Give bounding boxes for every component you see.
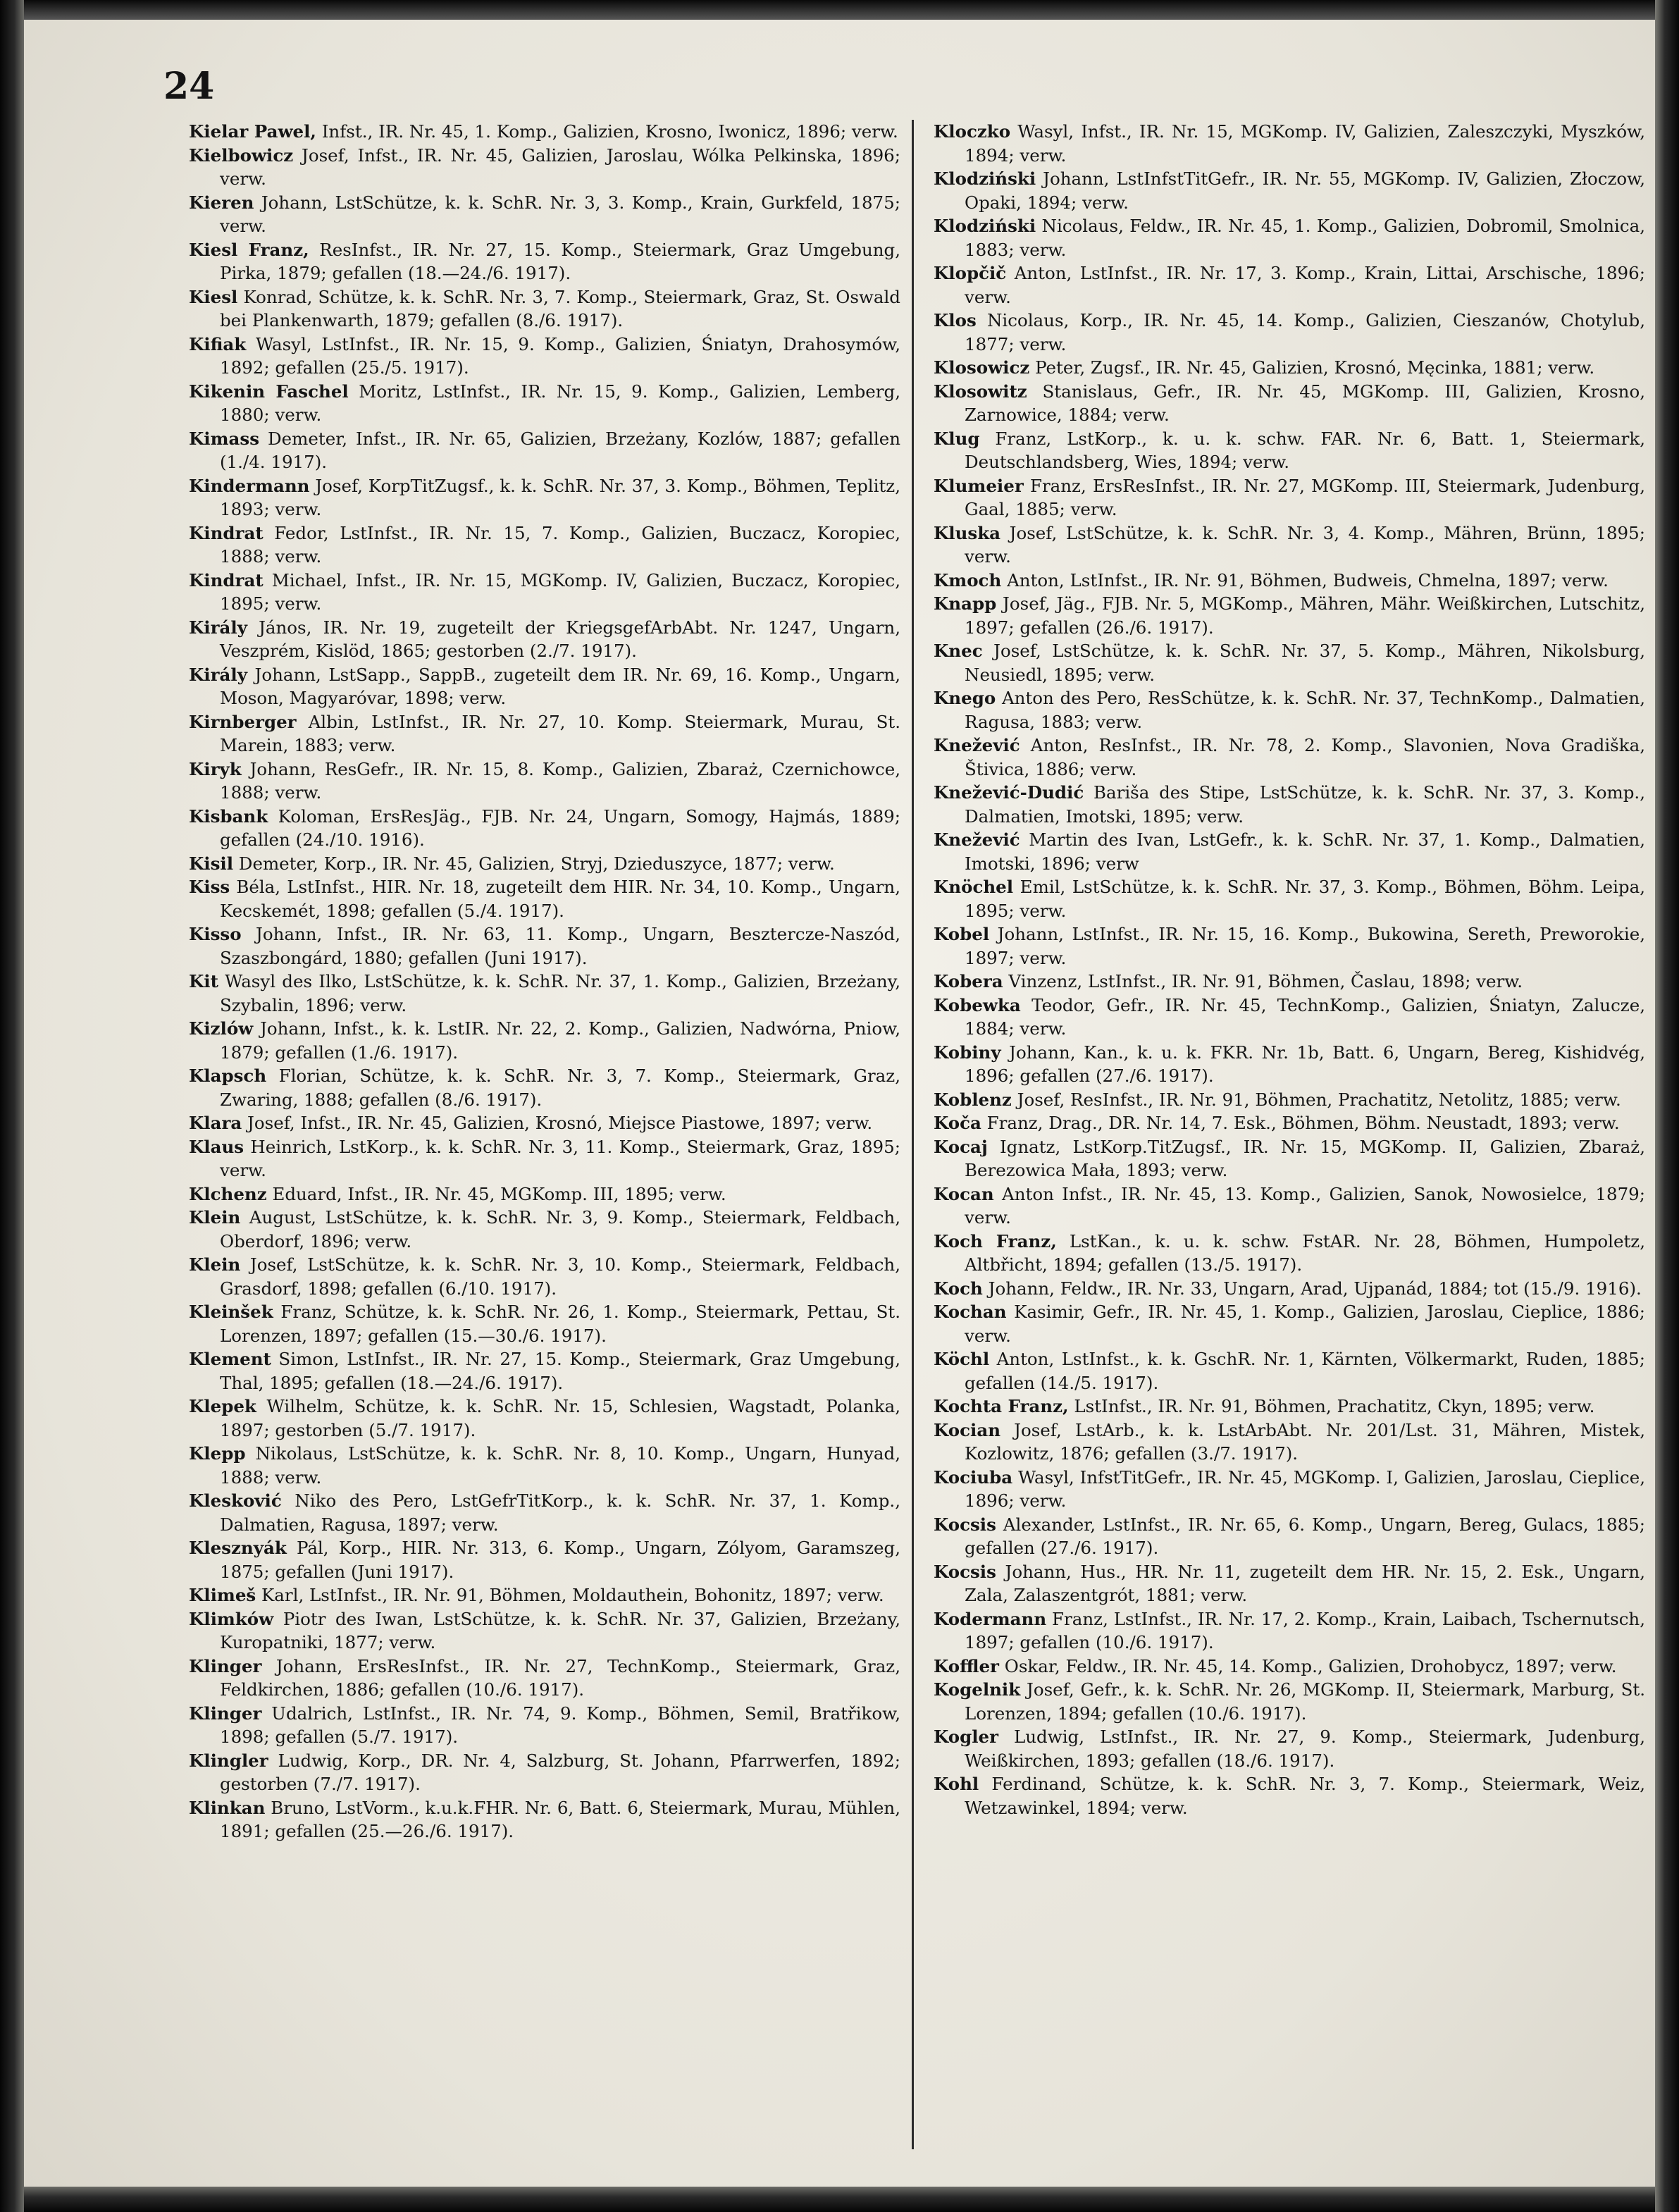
entry-details: Josef, Infst., IR. Nr. 45, Galizien, Jaroslau, Wólka Pelkinska, 1896; verw.	[220, 144, 900, 189]
entry-details: Josef, Infst., IR. Nr. 45, Galizien, Krosnó, Miejsce Piastowe, 1897; verw.	[242, 1113, 873, 1133]
entry-details: Moritz, LstInfst., IR. Nr. 15, 9. Komp., Galizien, Lemberg, 1880; verw.	[220, 381, 900, 425]
list-entry	[934, 427, 1645, 474]
list-entry	[934, 1135, 1645, 1182]
entry-details: Wasyl, InfstTitGefr., IR. Nr. 45, MGKomp. I, Galizien, Jaroslau, Cieplice, 1896; verw.	[965, 1466, 1645, 1511]
entry-surname: Kit	[189, 971, 218, 991]
entry-details: Johann, Infst., IR. Nr. 63, 11. Komp., Ungarn, Besztercze-Naszód, Szaszbongárd, 1880; gefallen (Juni 1917).	[220, 924, 900, 968]
list-entry	[934, 309, 1645, 356]
entry-surname: Kobera	[934, 971, 1003, 991]
entry-surname: Koch Franz,	[934, 1230, 1057, 1252]
list-entry	[934, 1466, 1645, 1513]
list-entry	[189, 191, 900, 238]
entry-surname: Kocsis	[934, 1514, 996, 1535]
list-entry	[189, 380, 900, 427]
list-entry	[934, 380, 1645, 427]
list-entry	[934, 1678, 1645, 1725]
list-entry	[189, 285, 900, 333]
entry-details: Johann, Feldw., IR. Nr. 33, Ungarn, Arad, Ujpanád, 1884; tot (15./9. 1916).	[982, 1278, 1642, 1299]
list-entry	[189, 1489, 900, 1536]
entry-details: Josef, LstSchütze, k. k. SchR. Nr. 37, 5. Komp., Mähren, Nikolsburg, Neusiedl, 1895; verw.	[965, 641, 1645, 685]
entry-surname: Klosowitz	[934, 381, 1027, 402]
entry-details: Konrad, Schütze, k. k. SchR. Nr. 3, 7. Komp., Steiermark, Graz, St. Oswald bei Plankenwarth, 1879; gefallen (8./6. 1917).	[220, 286, 900, 330]
entry-surname: Klesković	[189, 1490, 282, 1511]
entry-details: Demeter, Korp., IR. Nr. 45, Galizien, Stryj, Dzieduszyce, 1877; verw.	[233, 853, 835, 874]
list-entry	[189, 875, 900, 922]
entry-details: Josef, ResInfst., IR. Nr. 91, Böhmen, Prachatitz, Netolitz, 1885; verw.	[1011, 1089, 1621, 1110]
entry-details: János, IR. Nr. 19, zugeteilt der KriegsgefArbAbt. Nr. 1247, Ungarn, Veszprém, Kislöd, 1865; gestorben (2./7. 1917).	[220, 617, 900, 661]
entry-details: Alexander, LstInfst., IR. Nr. 65, 6. Komp., Ungarn, Bereg, Gulacs, 1885; gefallen (27./6. 1917).	[965, 1514, 1645, 1558]
list-entry	[189, 238, 900, 285]
list-entry	[189, 758, 900, 805]
list-entry	[934, 1395, 1645, 1419]
list-entry	[934, 120, 1645, 167]
entry-surname: Kiesl	[189, 286, 238, 307]
entry-surname: Klinger	[189, 1703, 262, 1724]
entry-surname: Klein	[189, 1254, 241, 1275]
entry-details: Bruno, LstVorm., k.u.k.FHR. Nr. 6, Batt. 6, Steiermark, Murau, Mühlen, 1891; gefallen (25.—26./6. 1917).	[220, 1797, 900, 1841]
entry-surname: Kobewka	[934, 994, 1021, 1015]
entry-surname: Kochan	[934, 1302, 1007, 1322]
entry-details: Franz, LstKorp., k. u. k. schw. FAR. Nr. 6, Batt. 1, Steiermark, Deutschlandsberg, Wies, 1894; verw.	[965, 428, 1645, 472]
list-entry	[934, 1111, 1645, 1135]
entry-details: Ignatz, LstKorp.TitZugsf., IR. Nr. 15, MGKomp. II, Galizien, Zbaraż, Berezowica Mała, 1893; verw.	[965, 1136, 1645, 1180]
entry-details: Josef, LstSchütze, k. k. SchR. Nr. 3, 4. Komp., Mähren, Brünn, 1895; verw.	[965, 522, 1645, 567]
list-entry	[934, 1088, 1645, 1112]
entry-surname: Klodziński	[934, 168, 1036, 189]
list-entry	[189, 1607, 900, 1655]
entry-details: Johann, Hus., HR. Nr. 11, zugeteilt dem HR. Nr. 15, 2. Esk., Ungarn, Zala, Zalaszentgrót, 1881; verw.	[965, 1561, 1645, 1605]
entry-details: Josef, Gefr., k. k. SchR. Nr. 26, MGKomp. II, Steiermark, Marburg, St. Lorenzen, 1894; gefallen (10./6. 1917).	[965, 1679, 1645, 1724]
entry-surname: Knego	[934, 688, 996, 708]
entry-surname: Kohl	[934, 1774, 979, 1794]
entry-surname: Kisso	[189, 924, 242, 944]
list-entry	[934, 828, 1645, 875]
entry-details: Peter, Zugsf., IR. Nr. 45, Galizien, Krosnó, Męcinka, 1881; verw.	[1029, 357, 1595, 378]
list-entry	[934, 1300, 1645, 1347]
entry-details: Ludwig, LstInfst., IR. Nr. 27, 9. Komp., Steiermark, Judenburg, Weißkirchen, 1893; gefallen (18./6. 1917).	[965, 1726, 1645, 1771]
list-entry	[934, 1419, 1645, 1466]
entry-details: Wasyl, Infst., IR. Nr. 15, MGKomp. IV, Galizien, Zaleszczyki, Myszków, 1894; verw.	[965, 121, 1645, 166]
entry-surname: Kikenin Faschel	[189, 381, 349, 402]
entry-details: Teodor, Gefr., IR. Nr. 45, TechnKomp., Galizien, Śniatyn, Zalucze, 1884; verw.	[965, 994, 1645, 1039]
entry-details: Anton, LstInfst., IR. Nr. 91, Böhmen, Budweis, Chmelna, 1897; verw.	[1001, 569, 1609, 591]
entry-surname: Kocsis	[934, 1561, 996, 1582]
list-entry	[189, 663, 900, 710]
entry-surname: Kifiak	[189, 333, 247, 354]
list-entry	[189, 1111, 900, 1135]
entry-details: Martin des Ivan, LstGefr., k. k. SchR. Nr. 37, 1. Komp., Dalmatien, Imotski, 1896; verw	[965, 829, 1645, 874]
list-entry	[189, 970, 900, 1017]
entry-surname: Klodziński	[934, 216, 1036, 236]
entry-details: Johann, LstInfst., IR. Nr. 15, 16. Komp., Bukowina, Sereth, Preworokie, 1897; verw.	[965, 924, 1645, 968]
left-column	[189, 120, 900, 1843]
entry-details: Emil, LstSchütze, k. k. SchR. Nr. 37, 3. Komp., Böhmen, Böhm. Leipa, 1895; verw.	[965, 877, 1645, 921]
entry-surname: Klein	[189, 1207, 241, 1228]
entry-surname: Knöchel	[934, 877, 1014, 897]
entry-surname: Kodermann	[934, 1608, 1047, 1629]
list-entry	[934, 1182, 1645, 1230]
list-entry	[189, 1702, 900, 1749]
list-entry	[934, 1772, 1645, 1819]
entry-details: Josef, KorpTitZugsf., k. k. SchR. Nr. 37, 3. Komp., Böhmen, Teplitz, 1893; verw.	[220, 475, 900, 519]
entry-details: Nicolaus, Feldw., IR. Nr. 45, 1. Komp., Galizien, Dobromil, Smolnica, 1883; verw.	[965, 216, 1645, 260]
entry-surname: Király	[189, 617, 247, 638]
entry-details: Anton, ResInfst., IR. Nr. 78, 2. Komp., Slavonien, Nova Gradiška, Štivica, 1886; verw.	[965, 735, 1645, 779]
entry-surname: Kindrat	[189, 522, 264, 543]
list-entry	[934, 922, 1645, 970]
entry-surname: Kobiny	[934, 1042, 1001, 1063]
list-entry	[934, 1513, 1645, 1560]
list-entry	[934, 970, 1645, 994]
list-entry	[189, 144, 900, 191]
list-entry	[934, 781, 1645, 828]
entry-details: Oskar, Feldw., IR. Nr. 45, 14. Komp., Galizien, Drohobycz, 1897; verw.	[998, 1655, 1617, 1676]
entry-details: Eduard, Infst., IR. Nr. 45, MGKomp. III, 1895; verw.	[266, 1183, 726, 1204]
list-entry	[934, 1607, 1645, 1655]
entry-details: Florian, Schütze, k. k. SchR. Nr. 3, 7. Komp., Steiermark, Graz, Zwaring, 1888; gefallen (8./6. 1917).	[220, 1065, 900, 1110]
entry-surname: Kocian	[934, 1419, 1001, 1440]
entry-surname: Klchenz	[189, 1183, 267, 1204]
entry-details: Ferdinand, Schütze, k. k. SchR. Nr. 3, 7. Komp., Steiermark, Weiz, Wetzawinkel, 1894; verw.	[965, 1774, 1645, 1818]
entry-details: Franz, LstInfst., IR. Nr. 17, 2. Komp., Krain, Laibach, Tschernutsch, 1897; gefallen (10./6. 1917).	[965, 1608, 1645, 1652]
list-entry	[934, 1041, 1645, 1088]
entry-surname: Kluska	[934, 522, 1001, 543]
list-entry	[934, 875, 1645, 922]
scan-edge-top	[0, 0, 1679, 20]
entry-surname: Klug	[934, 428, 980, 449]
entry-details: Heinrich, LstKorp., k. k. SchR. Nr. 3, 11. Komp., Steiermark, Graz, 1895; verw.	[220, 1136, 900, 1180]
list-entry	[189, 1182, 900, 1206]
list-entry	[189, 1253, 900, 1300]
entry-surname: Kociuba	[934, 1466, 1013, 1488]
list-entry	[189, 710, 900, 758]
entry-details: Udalrich, LstInfst., IR. Nr. 74, 9. Komp., Böhmen, Semil, Bratřikow, 1898; gefallen (5./7. 1917).	[220, 1703, 900, 1747]
list-entry	[189, 1300, 900, 1347]
entry-surname: Klesznyák	[189, 1538, 287, 1558]
entry-surname: Klinkan	[189, 1797, 266, 1818]
entry-details: Michael, Infst., IR. Nr. 15, MGKomp. IV, Galizien, Buczacz, Koropiec, 1895; verw.	[220, 569, 900, 614]
entry-surname: Kindermann	[189, 475, 310, 496]
entry-details: Karl, LstInfst., IR. Nr. 91, Böhmen, Moldauthein, Bohonitz, 1897; verw.	[256, 1585, 884, 1605]
entry-details: Johann, LstSapp., SappB., zugeteilt dem IR. Nr. 69, 16. Komp., Ungarn, Moson, Magyaróvar, 1898; verw.	[220, 664, 900, 708]
entry-details: Anton, LstInfst., IR. Nr. 17, 3. Komp., Krain, Littai, Arschische, 1896; verw.	[965, 263, 1645, 307]
entry-surname: Klosowicz	[934, 357, 1030, 378]
entry-surname: Klapsch	[189, 1065, 267, 1086]
entry-surname: Koča	[934, 1113, 981, 1133]
entry-details: Anton, LstInfst., k. k. GschR. Nr. 1, Kärnten, Völkermarkt, Ruden, 1885; gefallen (14./5. 1917).	[965, 1349, 1645, 1393]
entry-surname: Kindrat	[189, 569, 264, 591]
entry-surname: Klaus	[189, 1136, 244, 1157]
entry-details: ResInfst., IR. Nr. 27, 15. Komp., Steiermark, Graz Umgebung, Pirka, 1879; gefallen (18.—24./6. 1917).	[220, 239, 900, 283]
entry-details: Nikolaus, LstSchütze, k. k. SchR. Nr. 8, 10. Komp., Ungarn, Hunyad, 1888; verw.	[220, 1443, 900, 1488]
list-entry	[189, 333, 900, 380]
entry-details: Johann, ErsResInfst., IR. Nr. 27, TechnKomp., Steiermark, Graz, Feldkirchen, 1886; gefallen (10./6. 1917).	[220, 1655, 900, 1700]
list-entry	[189, 1442, 900, 1489]
entry-details: Bariša des Stipe, LstSchütze, k. k. SchR. Nr. 37, 3. Komp., Dalmatien, Imotski, 1895; verw.	[965, 782, 1645, 827]
scan-edge-bottom	[0, 2187, 1679, 2212]
list-entry	[189, 616, 900, 663]
entry-details: Anton Infst., IR. Nr. 45, 13. Komp., Galizien, Sanok, Nowosielce, 1879; verw.	[965, 1183, 1645, 1228]
entry-surname: Koch	[934, 1278, 983, 1299]
list-entry	[189, 427, 900, 474]
entry-details: Josef, LstSchütze, k. k. SchR. Nr. 3, 10. Komp., Steiermark, Feldbach, Grasdorf, 1898; gefallen (6./10. 1917).	[220, 1254, 900, 1299]
entry-details: Anton des Pero, ResSchütze, k. k. SchR. Nr. 37, TechnKomp., Dalmatien, Ragusa, 1883; verw.	[965, 688, 1645, 732]
entry-surname: Kleinšek	[189, 1302, 273, 1322]
list-entry	[189, 1655, 900, 1702]
list-entry	[934, 1347, 1645, 1395]
list-entry	[934, 686, 1645, 734]
list-entry	[934, 1277, 1645, 1301]
list-entry	[189, 1064, 900, 1111]
entry-surname: Knežević	[934, 735, 1020, 755]
list-entry	[934, 356, 1645, 380]
entry-details: Piotr des Iwan, LstSchütze, k. k. SchR. Nr. 37, Galizien, Brzeżany, Kuropatniki, 1877; verw.	[220, 1608, 900, 1652]
list-entry	[189, 474, 900, 521]
page-number: 24	[163, 65, 215, 108]
entry-details: Stanislaus, Gefr., IR. Nr. 45, MGKomp. III, Galizien, Krosno, Zarnowice, 1884; verw.	[965, 381, 1645, 425]
entry-details: Koloman, ErsResJäg., FJB. Nr. 24, Ungarn, Somogy, Hajmás, 1889; gefallen (24./10. 1916).	[220, 805, 900, 850]
list-entry	[189, 1395, 900, 1442]
entry-surname: Kimass	[189, 428, 259, 449]
entry-details: Infst., IR. Nr. 45, 1. Komp., Galizien, Krosno, Iwonicz, 1896; verw.	[316, 121, 898, 142]
entry-surname: Kogelnik	[934, 1679, 1021, 1700]
list-entry	[934, 1655, 1645, 1679]
list-entry	[189, 1347, 900, 1395]
list-entry	[189, 852, 900, 876]
entry-details: Fedor, LstInfst., IR. Nr. 15, 7. Komp., Galizien, Buczacz, Koropiec, 1888; verw.	[220, 522, 900, 567]
list-entry	[189, 569, 900, 616]
entry-details: Kasimir, Gefr., IR. Nr. 45, 1. Komp., Galizien, Jaroslau, Cieplice, 1886; verw.	[965, 1302, 1645, 1346]
list-entry	[934, 734, 1645, 781]
list-entry	[934, 1560, 1645, 1607]
entry-surname: Knežević-Dudić	[934, 782, 1084, 803]
list-entry	[934, 1725, 1645, 1772]
list-entry	[189, 1536, 900, 1583]
entry-details: August, LstSchütze, k. k. SchR. Nr. 3, 9. Komp., Steiermark, Feldbach, Oberdorf, 1896; verw.	[220, 1207, 900, 1252]
entry-details: Béla, LstInfst., HIR. Nr. 18, zugeteilt dem HIR. Nr. 34, 10. Komp., Ungarn, Kecskemét, 1898; gefallen (5./4. 1917).	[220, 877, 900, 921]
entry-surname: Kocaj	[934, 1136, 988, 1157]
entry-surname: Kiryk	[189, 758, 242, 779]
entry-details: Niko des Pero, LstGefrTitKorp., k. k. SchR. Nr. 37, 1. Komp., Dalmatien, Ragusa, 1897; verw.	[220, 1490, 900, 1535]
entry-surname: Kirnberger	[189, 711, 297, 732]
entry-surname: Klos	[934, 310, 977, 330]
entry-surname: Klement	[189, 1349, 271, 1369]
scan-edge-left	[0, 0, 24, 2212]
entry-surname: Kocan	[934, 1183, 994, 1204]
list-entry	[934, 474, 1645, 521]
entry-surname: Klepp	[189, 1443, 246, 1464]
entry-surname: Klimków	[189, 1608, 274, 1629]
list-entry	[934, 1230, 1645, 1277]
entry-details: Josef, LstArb., k. k. LstArbAbt. Nr. 201/Lst. 31, Mähren, Mistek, Kozlowitz, 1876; gefallen (3./7. 1917).	[965, 1419, 1645, 1464]
entry-surname: Kielbowicz	[189, 144, 294, 166]
entry-surname: Kizlów	[189, 1018, 254, 1039]
list-entry	[189, 120, 900, 144]
entry-surname: Kogler	[934, 1726, 999, 1747]
entry-details: Johann, LstSchütze, k. k. SchR. Nr. 3, 3. Komp., Krain, Gurkfeld, 1875; verw.	[220, 192, 900, 236]
entry-details: Vinzenz, LstInfst., IR. Nr. 91, Böhmen, Časlau, 1898; verw.	[1003, 971, 1523, 991]
entry-surname: Kisil	[189, 853, 234, 874]
entry-details: Simon, LstInfst., IR. Nr. 27, 15. Komp., Steiermark, Graz Umgebung, Thal, 1895; gefallen (18.—24./6. 1917).	[220, 1349, 900, 1393]
entry-details: Franz, Drag., DR. Nr. 14, 7. Esk., Böhmen, Böhm. Neustadt, 1893; verw.	[981, 1113, 1620, 1133]
entry-surname: Klara	[189, 1113, 242, 1133]
entry-surname: Kieren	[189, 192, 254, 213]
entry-surname: Klimeš	[189, 1585, 256, 1605]
entry-surname: Kloczko	[934, 121, 1011, 142]
entry-surname: Kisbank	[189, 805, 268, 827]
entry-surname: Kobel	[934, 924, 990, 944]
entry-surname: Kiesl Franz,	[189, 239, 309, 260]
entry-details: Pál, Korp., HIR. Nr. 313, 6. Komp., Ungarn, Zólyom, Garamszeg, 1875; gefallen (Juni 1917).	[220, 1538, 900, 1582]
list-entry	[934, 592, 1645, 639]
entry-details: Nicolaus, Korp., IR. Nr. 45, 14. Komp., Galizien, Cieszanów, Chotylub, 1877; verw.	[965, 310, 1645, 354]
list-entry	[189, 1749, 900, 1796]
list-entry	[934, 569, 1645, 593]
entry-surname: Klingler	[189, 1750, 268, 1771]
entry-surname: Kielar Pawel,	[189, 121, 316, 142]
entry-surname: Kochta Franz,	[934, 1396, 1069, 1416]
column-divider	[912, 120, 914, 2149]
entry-details: Franz, Schütze, k. k. SchR. Nr. 26, 1. Komp., Steiermark, Pettau, St. Lorenzen, 1897; gefallen (15.—30./6. 1917).	[220, 1302, 900, 1346]
entry-details: Johann, Infst., k. k. LstIR. Nr. 22, 2. Komp., Galizien, Nadwórna, Pniow, 1879; gefallen (1./6. 1917).	[220, 1018, 900, 1063]
list-entry	[934, 639, 1645, 686]
entry-details: Albin, LstInfst., IR. Nr. 27, 10. Komp. Steiermark, Murau, St. Marein, 1883; verw.	[220, 711, 900, 755]
entry-details: Johann, LstInfstTitGefr., IR. Nr. 55, MGKomp. IV, Galizien, Złoczow, Opaki, 1894; verw.	[965, 168, 1645, 213]
list-entry	[934, 994, 1645, 1041]
entry-details: Franz, ErsResInfst., IR. Nr. 27, MGKomp. III, Steiermark, Judenburg, Gaal, 1885; verw.	[965, 475, 1645, 519]
entry-surname: Klumeier	[934, 475, 1024, 496]
list-entry	[189, 1017, 900, 1064]
list-entry	[189, 1796, 900, 1843]
entry-details: LstInfst., IR. Nr. 91, Böhmen, Prachatitz, Ckyn, 1895; verw.	[1068, 1396, 1595, 1416]
entry-surname: Kmoch	[934, 569, 1002, 591]
list-entry	[189, 922, 900, 970]
entry-details: Wasyl, LstInfst., IR. Nr. 15, 9. Komp., Galizien, Śniatyn, Drahosymów, 1892; gefallen (25./5. 1917).	[220, 333, 900, 378]
entry-surname: Klepek	[189, 1396, 256, 1416]
entry-details: Johann, ResGefr., IR. Nr. 15, 8. Komp., Galizien, Zbaraż, Czernichowce, 1888; verw.	[220, 758, 900, 803]
entry-details: Demeter, Infst., IR. Nr. 65, Galizien, Brzeżany, Kozlów, 1887; gefallen (1./4. 1917).	[220, 428, 900, 472]
entry-surname: Kiss	[189, 877, 230, 897]
list-entry	[189, 521, 900, 569]
entry-details: Wilhelm, Schütze, k. k. SchR. Nr. 15, Schlesien, Wagstadt, Polanka, 1897; gestorben (5./7. 1917).	[220, 1396, 900, 1440]
scan-edge-right	[1655, 0, 1679, 2212]
list-entry	[934, 167, 1645, 214]
list-entry	[189, 1206, 900, 1253]
entry-surname: Köchl	[934, 1349, 990, 1369]
entry-surname: Koblenz	[934, 1089, 1012, 1110]
entry-details: LstKan., k. u. k. schw. FstAR. Nr. 28, Böhmen, Humpoletz, Altbřicht, 1894; gefallen (13./5. 1917).	[965, 1230, 1646, 1275]
entry-details: Ludwig, Korp., DR. Nr. 4, Salzburg, St. Johann, Pfarrwerfen, 1892; gestorben (7./7. 1917).	[220, 1750, 900, 1794]
entry-surname: Klopčič	[934, 263, 1007, 283]
list-entry	[934, 214, 1645, 261]
entry-surname: Király	[189, 664, 247, 685]
entry-details: Johann, Kan., k. u. k. FKR. Nr. 1b, Batt. 6, Ungarn, Bereg, Kishidvég, 1896; gefallen (27./6. 1917).	[965, 1042, 1645, 1086]
entry-details: Josef, Jäg., FJB. Nr. 5, MGKomp., Mähren, Mähr. Weißkirchen, Lutschitz, 1897; gefallen (26./6. 1917).	[965, 593, 1645, 638]
entry-details: Wasyl des Ilko, LstSchütze, k. k. SchR. Nr. 37, 1. Komp., Galizien, Brzeżany, Szybalin, 1896; verw.	[218, 971, 900, 1015]
entry-surname: Knec	[934, 641, 983, 661]
entry-surname: Knapp	[934, 593, 997, 614]
right-column	[934, 120, 1645, 1819]
list-entry	[934, 261, 1645, 309]
entry-surname: Klinger	[189, 1655, 262, 1676]
entry-surname: Koffler	[934, 1655, 999, 1676]
entry-surname: Knežević	[934, 829, 1020, 850]
list-entry	[189, 1583, 900, 1607]
list-entry	[934, 521, 1645, 569]
list-entry	[189, 1135, 900, 1182]
list-entry	[189, 805, 900, 852]
